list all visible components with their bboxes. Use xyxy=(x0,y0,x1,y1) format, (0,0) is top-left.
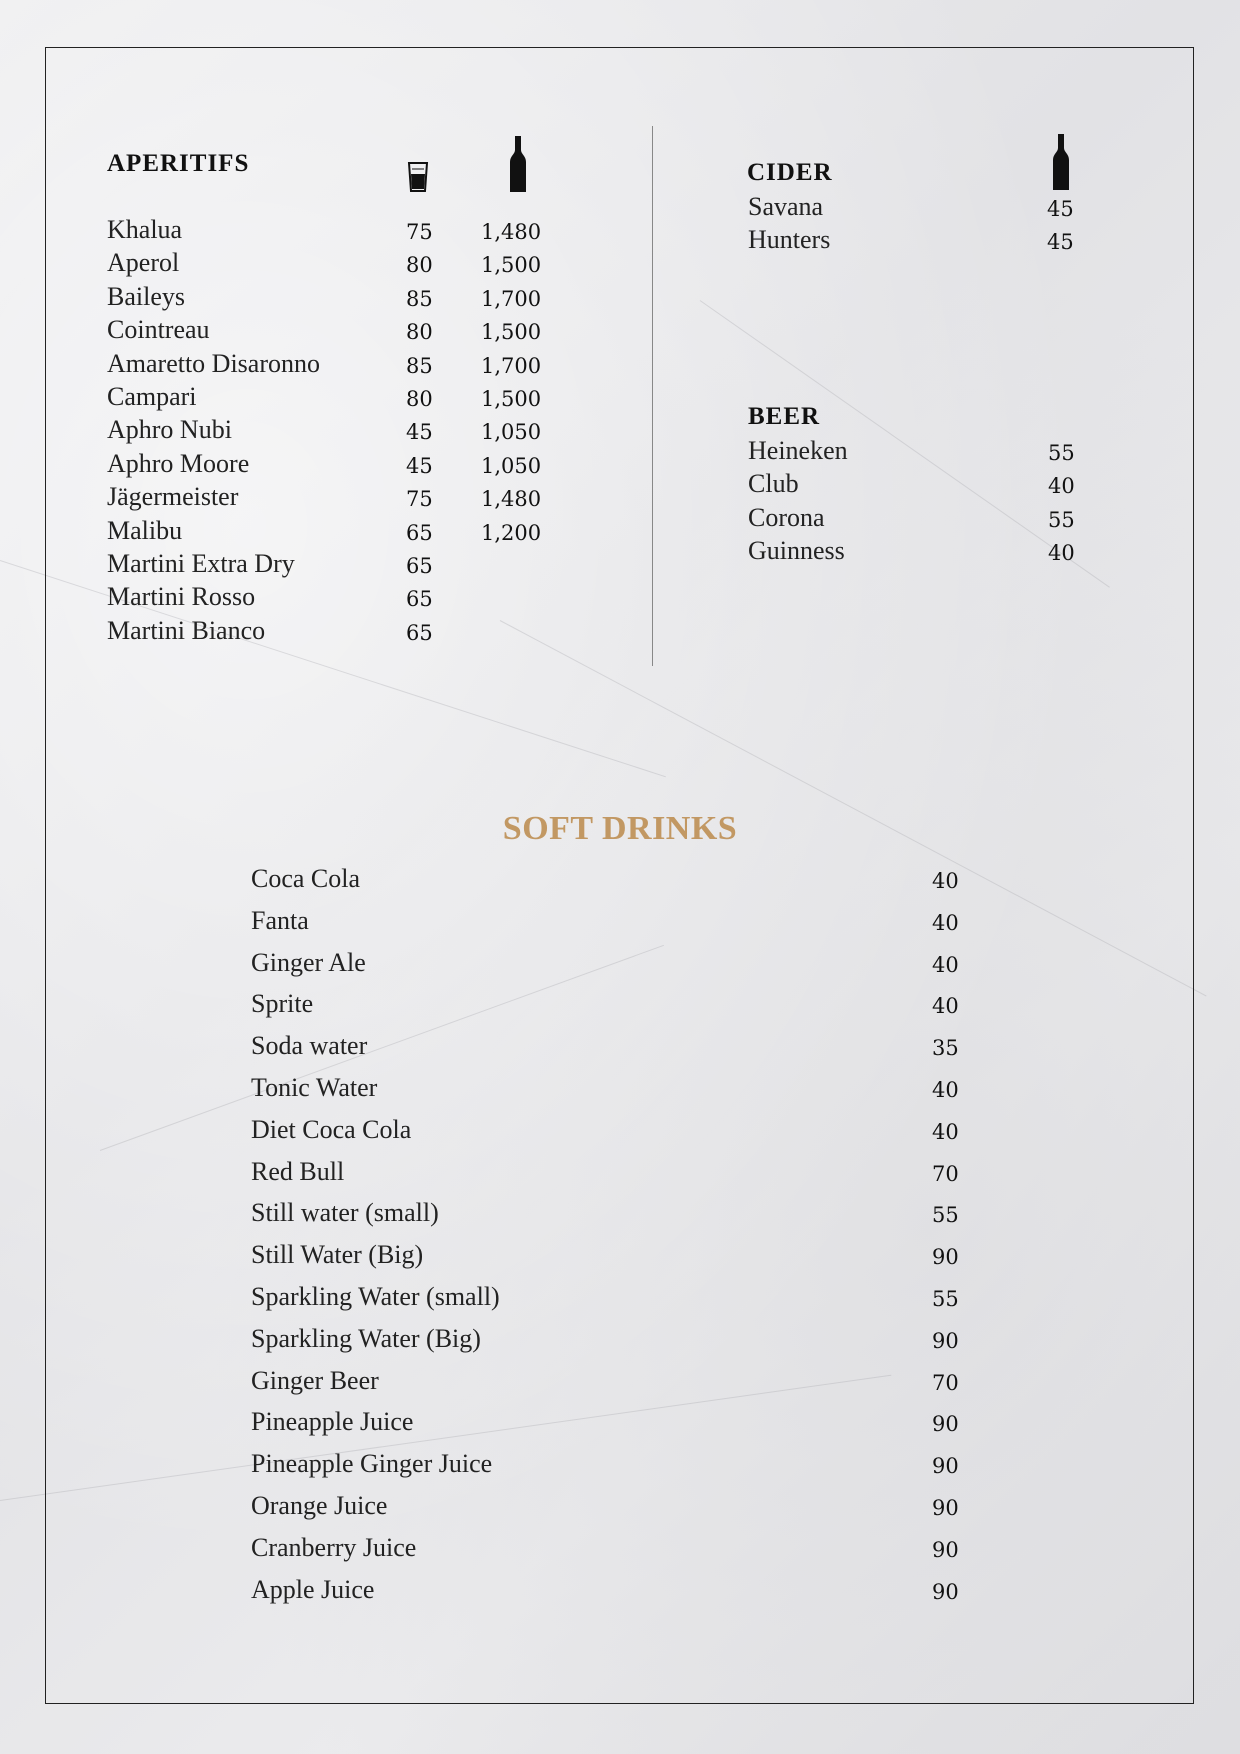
cider-name: Savana xyxy=(748,192,824,221)
soft-drink-price: 90 xyxy=(932,1412,959,1437)
soft-drink-name: Still water (small) xyxy=(251,1198,439,1228)
cider-title: CIDER xyxy=(747,159,833,186)
aperitif-glass-price: 75 xyxy=(406,487,433,512)
soft-drinks-title: SOFT DRINKS xyxy=(502,810,738,847)
soft-drink-price: 70 xyxy=(932,1161,959,1186)
aperitif-name: Cointreau xyxy=(107,315,210,345)
aperitif-bottle-price: 1,500 xyxy=(481,320,542,345)
column-divider xyxy=(652,126,653,666)
aperitif-glass-price: 80 xyxy=(406,253,433,278)
soft-drink-name: Pineapple Juice xyxy=(251,1407,414,1437)
soft-drink-price: 40 xyxy=(932,1119,959,1144)
cider-name: Hunters xyxy=(748,225,831,254)
cider-price: 45 xyxy=(1047,197,1074,221)
bottle-icon xyxy=(1052,134,1070,190)
soft-drink-price: 90 xyxy=(932,1496,959,1520)
aperitif-name: Khalua xyxy=(107,215,183,244)
soft-drink-price: 90 xyxy=(932,1579,959,1604)
soft-drink-name: Coca Cola xyxy=(251,864,361,893)
aperitif-bottle-price: 1,480 xyxy=(481,487,542,512)
aperitif-bottle-price: 1,050 xyxy=(481,453,542,478)
soft-drink-name: Soda water xyxy=(251,1031,368,1061)
beer-name: Guinness xyxy=(748,535,845,565)
aperitif-bottle-price: 1,200 xyxy=(481,520,542,545)
soft-drink-name: Apple Juice xyxy=(251,1574,375,1604)
soft-drink-name: Still Water (Big) xyxy=(251,1240,424,1270)
beer-name: Heineken xyxy=(748,436,848,465)
aperitif-bottle-price: 1,500 xyxy=(481,253,542,278)
soft-drink-name: Fanta xyxy=(251,905,309,935)
aperitif-name: Baileys xyxy=(107,281,185,311)
aperitif-glass-price: 45 xyxy=(406,453,433,478)
aperitif-name: Martini Extra Dry xyxy=(107,549,295,578)
beer-title: BEER xyxy=(748,403,821,430)
soft-drink-name: Orange Juice xyxy=(251,1491,388,1520)
soft-drink-name: Sparkling Water (Big) xyxy=(251,1323,481,1353)
soft-drink-name: Tonic Water xyxy=(251,1073,378,1102)
soft-drink-name: Red Bull xyxy=(251,1156,345,1186)
bottle-icon xyxy=(509,136,527,192)
aperitif-glass-price: 75 xyxy=(406,220,433,244)
aperitif-glass-price: 85 xyxy=(406,286,433,311)
beer-price: 40 xyxy=(1048,540,1075,565)
soft-drink-price: 40 xyxy=(932,869,959,893)
soft-drink-price: 90 xyxy=(932,1328,959,1353)
soft-drink-price: 35 xyxy=(932,1036,959,1061)
aperitif-name: Aphro Nubi xyxy=(107,415,232,445)
aperitif-name: Jägermeister xyxy=(107,482,239,512)
aperitif-bottle-price: 1,050 xyxy=(481,420,542,445)
soft-drink-price: 40 xyxy=(932,1078,959,1102)
soft-drink-name: Cranberry Juice xyxy=(251,1532,417,1562)
aperitif-name: Malibu xyxy=(107,515,183,545)
aperitif-glass-price: 65 xyxy=(406,587,433,612)
aperitif-bottle-price: 1,700 xyxy=(481,286,542,311)
cider-price: 45 xyxy=(1047,230,1074,254)
shot-glass-icon xyxy=(406,161,430,193)
soft-drink-price: 90 xyxy=(932,1245,959,1270)
soft-drink-name: Pineapple Ginger Juice xyxy=(251,1449,493,1479)
aperitif-name: Martini Bianco xyxy=(107,615,266,645)
aperitif-glass-price: 65 xyxy=(406,554,433,578)
aperitifs-title: APERITIFS xyxy=(107,150,250,177)
aperitif-name: Campari xyxy=(107,382,197,411)
soft-drink-name: Sprite xyxy=(251,989,314,1019)
soft-drink-price: 70 xyxy=(932,1370,959,1395)
aperitif-bottle-price: 1,700 xyxy=(481,353,542,378)
beer-name: Club xyxy=(748,469,799,499)
aperitif-glass-price: 45 xyxy=(406,420,433,445)
aperitif-glass-price: 65 xyxy=(406,520,433,545)
aperitif-bottle-price: 1,480 xyxy=(481,220,542,244)
soft-drink-name: Ginger Ale xyxy=(251,947,366,977)
aperitif-name: Amaretto Disaronno xyxy=(107,348,321,378)
aperitif-glass-price: 80 xyxy=(406,387,433,411)
soft-drink-price: 55 xyxy=(932,1287,959,1311)
soft-drink-price: 40 xyxy=(932,994,959,1019)
menu-frame xyxy=(45,47,1194,1704)
beer-name: Corona xyxy=(748,502,825,532)
beer-price: 55 xyxy=(1048,441,1075,465)
beer-price: 40 xyxy=(1048,474,1075,499)
soft-drink-price: 40 xyxy=(932,952,959,977)
soft-drink-name: Diet Coca Cola xyxy=(251,1114,412,1144)
aperitif-name: Martini Rosso xyxy=(107,582,256,612)
aperitif-name: Aphro Moore xyxy=(107,448,250,478)
beer-price: 55 xyxy=(1048,507,1075,532)
aperitif-name: Aperol xyxy=(107,248,180,278)
aperitif-bottle-price: 1,500 xyxy=(481,387,542,411)
aperitif-glass-price: 65 xyxy=(406,620,433,645)
soft-drink-price: 40 xyxy=(932,910,959,935)
soft-drink-name: Sparkling Water (small) xyxy=(251,1282,500,1311)
soft-drink-price: 90 xyxy=(932,1454,959,1479)
aperitif-glass-price: 85 xyxy=(406,353,433,378)
aperitif-glass-price: 80 xyxy=(406,320,433,345)
soft-drink-name: Ginger Beer xyxy=(251,1365,379,1395)
soft-drink-price: 55 xyxy=(932,1203,959,1228)
soft-drink-price: 90 xyxy=(932,1537,959,1562)
